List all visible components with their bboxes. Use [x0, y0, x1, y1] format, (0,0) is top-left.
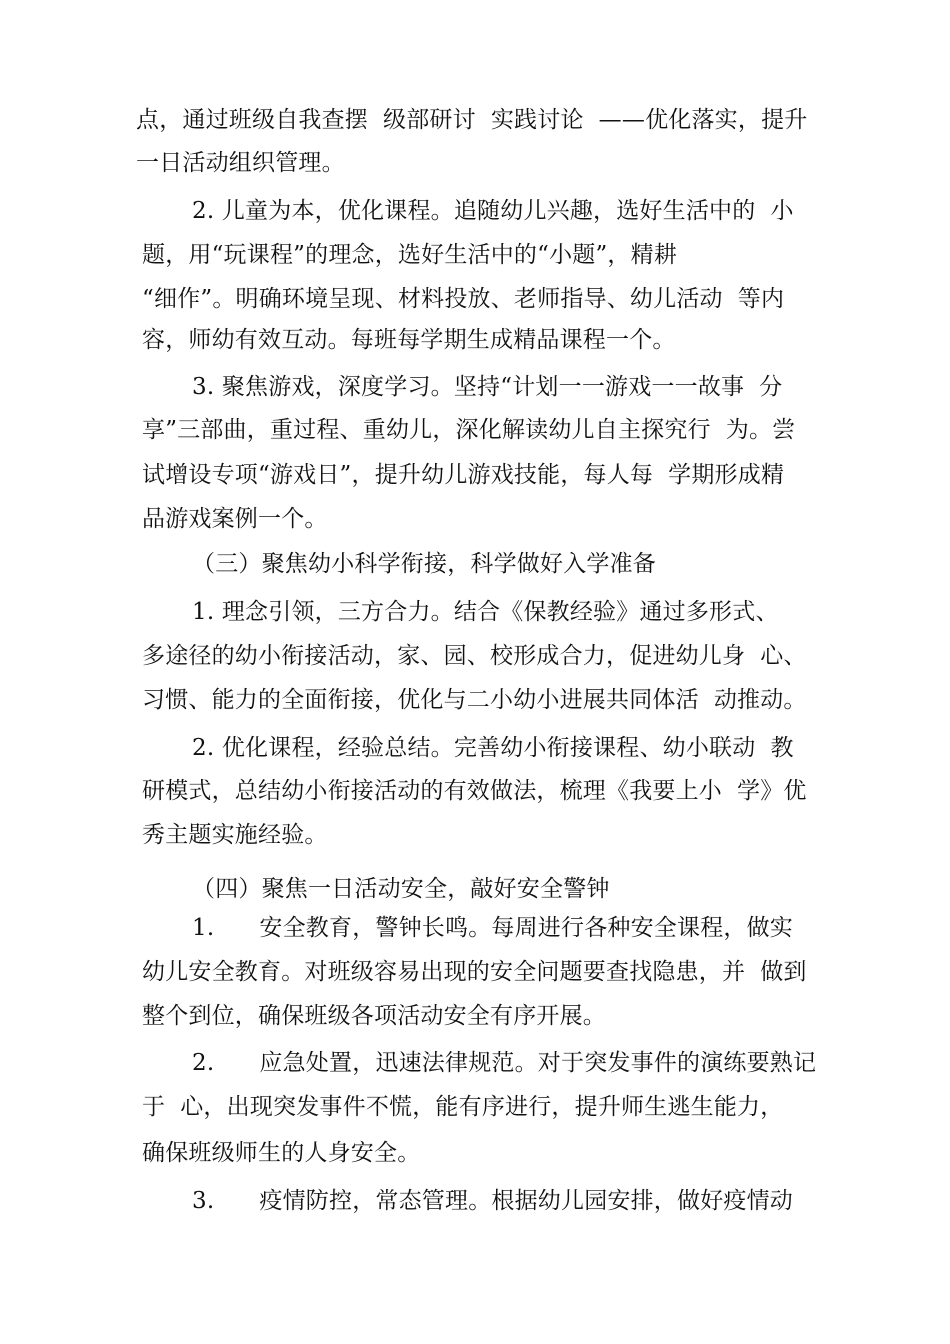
text-line: 2. 儿童为本，优化课程。追随幼儿兴趣，选好生活中的 小 [192, 198, 794, 224]
section-heading: （三）聚焦幼小科学衔接，科学做好入学准备 [192, 551, 656, 577]
text-line: 品游戏案例一个。 [142, 506, 328, 532]
text-line: 于 心，出现突发事件不慌，能有序进行，提升师生逃生能力， [142, 1094, 784, 1120]
text-line: 1. 安全教育，警钟长鸣。每周进行各种安全课程，做实 [192, 915, 794, 941]
text-line: 容，师幼有效互动。每班每学期生成精品课程一个。 [142, 327, 676, 353]
text-line: 确保班级师生的人身安全。 [142, 1140, 421, 1166]
text-line: 2. 应急处置，迅速法律规范。对于突发事件的演练要熟记 [192, 1050, 817, 1076]
text-line: 享”三部曲，重过程、重幼儿，深化解读幼儿自主探究行 为。尝 [142, 417, 796, 443]
text-line: 秀主题实施经验。 [142, 822, 328, 848]
text-line: 题，用“玩课程”的理念，选好生活中的“小题”，精耕 [142, 242, 678, 268]
text-line: 点，通过班级自我查摆 级部研讨 实践讨论 ——优化落实，提升 [136, 107, 808, 133]
text-line: 3. 疫情防控，常态管理。根据幼儿园安排，做好疫情动 [192, 1188, 794, 1214]
text-line: 一日活动组织管理。 [136, 150, 345, 176]
text-line: 试增设专项“游戏日”，提升幼儿游戏技能，每人每 学期形成精 [142, 462, 785, 488]
text-line: 研模式，总结幼小衔接活动的有效做法，梳理《我要上小 学》优 [142, 778, 807, 804]
text-line: 整个到位，确保班级各项活动安全有序开展。 [142, 1003, 606, 1029]
text-line: 幼儿安全教育。对班级容易出现的安全问题要查找隐患，并 做到 [142, 959, 807, 985]
text-line: 2. 优化课程，经验总结。完善幼小衔接课程、幼小联动 教 [192, 735, 794, 761]
section-heading: （四）聚焦一日活动安全，敲好安全警钟 [192, 876, 610, 902]
text-line: 多途径的幼小衔接活动，家、园、校形成合力，促进幼儿身 心、 [142, 643, 807, 669]
text-line: “细作”。明确环境呈现、材料投放、老师指导、幼儿活动 等内 [142, 286, 785, 312]
text-line: 3. 聚焦游戏，深度学习。坚持“计划一一游戏一一故事 分 [192, 374, 783, 400]
text-line: 1. 理念引领，三方合力。结合《保教经验》通过多形式、 [192, 599, 779, 625]
text-line: 习惯、能力的全面衔接，优化与二小幼小进展共同体活 动推动。 [142, 687, 807, 713]
